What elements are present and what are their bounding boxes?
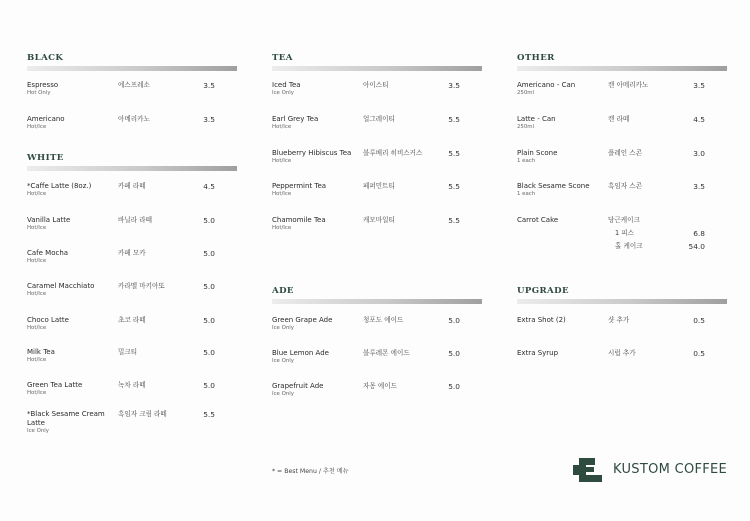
item-note: Hot/Ice [27,325,47,331]
section-title-upgrade: UPGRADE [517,286,569,296]
item-price: 5.0 [203,381,215,390]
section-rule [27,166,237,171]
item-name: Milk Tea Hot/Ice [27,348,115,364]
item-note: Hot/Ice [27,258,47,264]
item-korean-name: 캐모마일티 [363,216,395,224]
item-note: Ice Only [272,325,294,331]
item-price: 4.5 [203,182,215,191]
item-name: Plain Scone 1 each [517,149,605,165]
item-note: Ice Only [27,428,49,434]
item-korean-name: 캔 아메리카노 [608,81,649,89]
item-korean-name: 블루레몬 에이드 [363,349,410,357]
item-name: Choco Latte Hot/Ice [27,316,115,332]
item-price: 0.5 [693,316,705,325]
section-title-other: OTHER [517,53,555,63]
item-note: Hot Only [27,90,51,96]
section-upgrade [517,285,727,304]
item-korean-name: 바닐라 라떼 [118,216,152,224]
section-rule [27,66,237,71]
item-korean-name: 얼그레이티 [363,115,395,123]
item-note: Hot/Ice [27,357,47,363]
item-price: 5.0 [203,316,215,325]
item-note: Hot/Ice [27,225,47,231]
item-name: Peppermint Tea Hot/Ice [272,182,360,198]
item-korean-name: 카라멜 마키아또 [118,282,165,290]
item-name: Extra Shot (2) [517,316,566,324]
item-korean-name: 아이스티 [363,81,389,89]
item-korean-name: 카페 라떼 [118,182,146,190]
item-note: Hot/Ice [27,390,47,396]
item-name: *Black Sesame Cream Latte Ice Only [27,410,107,435]
item-korean-name: 카페 모카 [118,249,146,257]
item-price: 5.5 [448,216,460,225]
item-name: Vanilla Latte Hot/Ice [27,216,115,232]
item-korean-name: 청포도 에이드 [363,316,404,324]
section-title-tea: TEA [272,53,293,63]
item-price: 3.5 [203,115,215,124]
item-name: *Caffe Latte (8oz.) Hot/Ice [27,182,115,198]
item-note: 1 each [517,191,536,197]
item-price: 3.5 [693,81,705,90]
item-price: 3.5 [448,81,460,90]
carrot-cake-option-piece [517,229,727,240]
item-price: 5.0 [203,249,215,258]
item-name: Earl Grey Tea Hot/Ice [272,115,360,131]
item-price: 5.0 [448,382,460,391]
brand-name: KUSTOM COFFEE [613,462,728,477]
item-name: Grapefruit Ade Ice Only [272,382,360,398]
item-korean-name: 당근케이크 [608,216,640,224]
item-price: 3.0 [693,149,705,158]
item-name: Espresso Hot Only [27,81,115,97]
item-name: Carrot Cake [517,216,559,224]
item-korean-name: 초코 라떼 [118,316,146,324]
item-korean-name: 밀크티 [118,348,138,356]
section-other [517,52,727,71]
item-name: Caramel Macchiato Hot/Ice [27,282,115,298]
section-title-ade: ADE [272,286,294,296]
item-note: Hot/Ice [272,191,292,197]
section-black [27,52,237,71]
item-price: 5.5 [448,115,460,124]
item-note: 250ml [517,124,535,130]
item-note: Hot/Ice [27,291,47,297]
section-rule [517,299,727,304]
item-korean-name: 흑임자 스콘 [608,182,642,190]
section-title-black: BLACK [27,53,64,63]
item-korean-name: 흑임자 크림 라떼 [118,410,167,418]
item-note: Ice Only [272,391,294,397]
option-label: 1 피스 [615,229,635,237]
item-price: 5.0 [448,316,460,325]
section-title-white: WHITE [27,153,64,163]
item-name: Extra Syrup [517,349,559,357]
item-korean-name: 샷 추가 [608,316,630,324]
section-white [27,152,237,171]
item-korean-name: 블루베리 히비스커스 [363,149,423,157]
item-price: 3.5 [693,182,705,191]
item-price: 5.5 [448,149,460,158]
section-rule [272,66,482,71]
item-name: Americano - Can 250ml [517,81,605,97]
item-note: Ice Only [272,90,294,96]
item-name: Chamomile Tea Hot/Ice [272,216,360,232]
item-korean-name: 페퍼민트티 [363,182,395,190]
carrot-cake-option-whole [517,242,727,253]
item-price: 5.0 [448,349,460,358]
item-price: 5.0 [203,216,215,225]
item-note: Hot/Ice [272,158,292,164]
item-note: Hot/Ice [272,124,292,130]
item-note: 250ml [517,90,535,96]
item-name: Blue Lemon Ade Ice Only [272,349,360,365]
item-name: Blueberry Hibiscus Tea Hot/Ice [272,149,372,165]
item-korean-name: 에스프레소 [118,81,150,89]
item-korean-name: 자몽 에이드 [363,382,397,390]
option-price: 6.8 [693,229,705,238]
item-name: Green Tea Latte Hot/Ice [27,381,115,397]
item-price: 3.5 [203,81,215,90]
item-name: Iced Tea Ice Only [272,81,360,97]
kustom-coffee-logo-icon [573,456,603,484]
item-name: Green Grape Ade Ice Only [272,316,360,332]
item-name: Latte - Can 250ml [517,115,605,131]
item-note: Hot/Ice [272,225,292,231]
item-korean-name: 녹차 라떼 [118,381,146,389]
item-price: 5.5 [203,410,215,419]
section-tea [272,52,482,71]
item-note: Ice Only [272,358,294,364]
section-ade [272,285,482,304]
item-name: Cafe Mocha Hot/Ice [27,249,115,265]
item-korean-name: 플레인 스콘 [608,149,642,157]
item-note: 1 each [517,158,536,164]
option-label: 홀 케이크 [615,242,643,250]
item-price: 4.5 [693,115,705,124]
section-rule [517,66,727,71]
option-price: 54.0 [688,242,705,251]
item-note: Hot/Ice [27,124,47,130]
section-rule [272,299,482,304]
item-price: 5.0 [203,282,215,291]
item-name: Americano Hot/Ice [27,115,115,131]
item-korean-name: 시럽 추가 [608,349,636,357]
item-note: Hot/Ice [27,191,47,197]
item-price: 5.5 [448,182,460,191]
item-price: 0.5 [693,349,705,358]
item-name: Black Sesame Scone 1 each [517,182,605,198]
item-korean-name: 캔 라떼 [608,115,630,123]
item-korean-name: 아메리카노 [118,115,150,123]
item-price: 5.0 [203,348,215,357]
best-menu-footnote: * = Best Menu / 추천 메뉴 [272,468,349,475]
